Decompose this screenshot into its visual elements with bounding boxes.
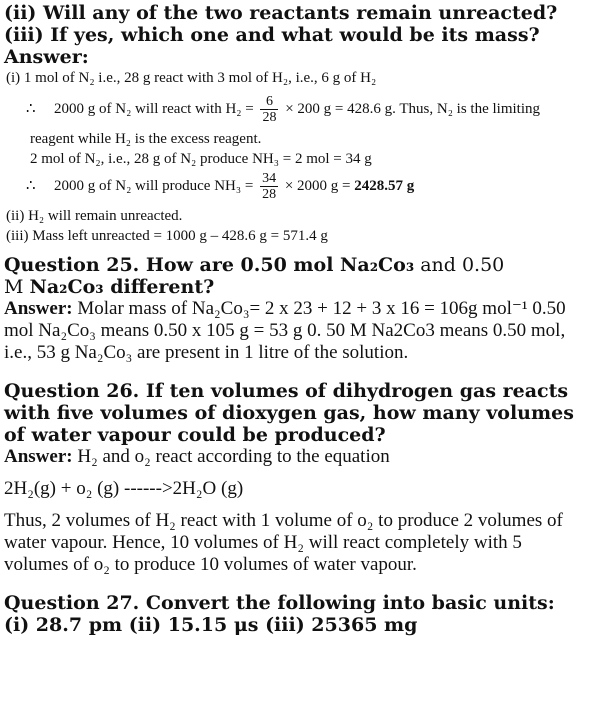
solution-line-1: (i) 1 mol of N₂ i.e., 28 g react with 3 mol of H₂, i.e., 6 g of H₂ <box>6 70 377 86</box>
question-25-line2-bold: Na₂Co₃ different? <box>29 276 215 298</box>
answer-text: H₂ and o₂ react according to the equation <box>72 446 390 467</box>
question-26-explanation: Thus, 2 volumes of H₂ react with 1 volume of o₂ to produce 2 volumes of water vapour. Hence, 10 volumes of H₂ will react completely with 5 volumes of o₂ to produce 10 volumes of water vapour. <box>4 510 563 575</box>
solution-line-2 <box>4 94 585 125</box>
fraction-denominator: 28 <box>262 110 277 125</box>
solution-block <box>4 68 585 246</box>
answer-label: Answer: <box>4 46 89 68</box>
fraction-numerator: 6 <box>260 94 278 110</box>
solution-line-4: 2 mol of N₂, i.e., 28 g of N₂ produce NH₃ = 2 mol = 34 g <box>30 151 372 167</box>
question-25-line2-normal: M <box>4 276 30 298</box>
question-25-answer <box>4 298 585 364</box>
question-line-iii: (iii) If yes, which one and what would be its mass? <box>4 24 540 46</box>
solution-line-2-post: × 200 g = 428.6 g. Thus, N₂ is the limiting <box>285 100 541 117</box>
fraction-denominator: 28 <box>262 187 277 202</box>
solution-line-5 <box>4 171 585 202</box>
solution-line-5-pre: 2000 g of N₂ will produce NH₃ = <box>54 177 254 194</box>
solution-line-5-mid: × 2000 g = <box>284 177 351 194</box>
question-27-title: Question 27. Convert the following into basic units: (i) 28.7 pm (ii) 15.15 μs (iii) 25365 mg <box>4 592 555 636</box>
equation: 2H₂(g) + o₂ (g) ------>2H₂O (g) <box>4 478 244 499</box>
solution-line-2-pre: 2000 g of N₂ will react with H₂ = <box>54 100 254 117</box>
question-line-ii: (ii) Will any of the two reactants remain unreacted? <box>4 2 558 24</box>
answer-label: Answer: <box>4 446 73 467</box>
fraction-numerator: 34 <box>262 171 277 186</box>
solution-line-3: reagent while H₂ is the excess reagent. <box>30 131 262 147</box>
question-26-answer <box>4 446 585 468</box>
document-page <box>4 2 585 636</box>
fraction-6-28 <box>260 94 278 125</box>
result-value: 2428.57 g <box>354 177 415 194</box>
question-26-title: Question 26. If ten volumes of dihydrogen gas reacts with five volumes of dioxygen gas, how many volumes of water vapour could be produced? <box>4 380 574 446</box>
answer-text: Molar mass of Na₂Co₃= 2 x 23 + 12 + 3 x 16 = 106g mol⁻¹ 0.50 mol Na₂Co₃ means 0.50 x 105 g = 53 g 0. 50 M Na2Co3 means 0.50 mol, i.e., 53 g Na₂Co₃ are present in 1 litre of the solution. <box>4 298 566 363</box>
question-25-title <box>4 254 585 298</box>
question-25-block <box>4 254 585 364</box>
question-25-bold: Question 25. How are 0.50 mol Na₂Co₃ <box>4 254 415 276</box>
question-26-block <box>4 380 585 576</box>
solution-line-6: (ii) H₂ will remain unreacted. <box>6 208 183 224</box>
therefore-symbol: ∴ <box>26 100 36 117</box>
question-27-block <box>4 592 585 636</box>
therefore-symbol: ∴ <box>26 177 36 194</box>
question-25-normal: and 0.50 <box>414 254 505 276</box>
fraction-34-28 <box>260 171 278 202</box>
solution-line-7: (iii) Mass left unreacted = 1000 g – 428.6 g = 571.4 g <box>6 228 328 244</box>
answer-label: Answer: <box>4 298 73 319</box>
